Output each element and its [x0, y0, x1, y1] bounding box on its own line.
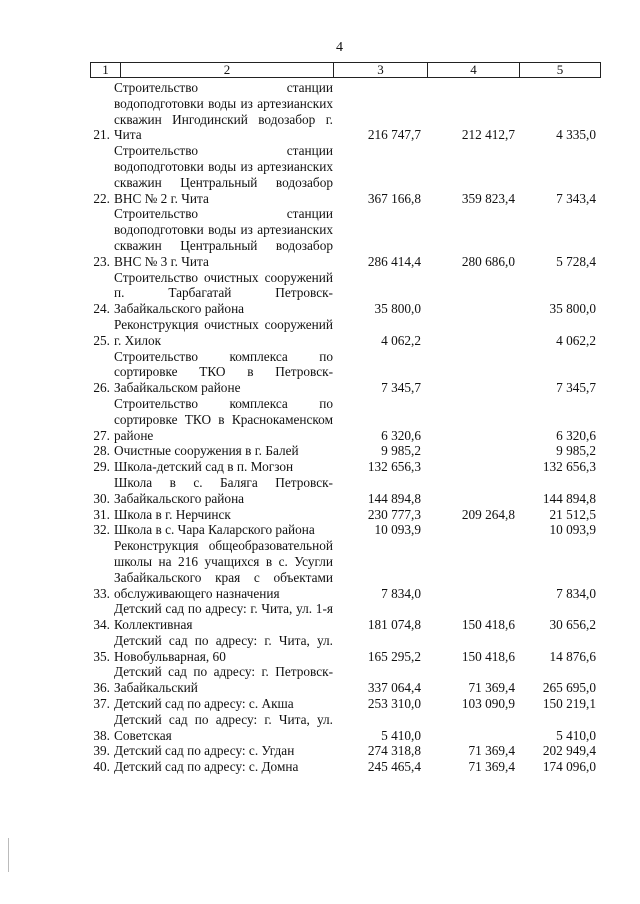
row-regional: 7 345,7: [556, 380, 596, 396]
row-regional: 7 343,4: [556, 190, 596, 206]
row-regional: 4 062,2: [556, 332, 596, 348]
table-row: [90, 80, 600, 143]
row-number: 21.: [93, 127, 110, 143]
row-regional: 35 800,0: [549, 301, 596, 317]
row-federal: 280 686,0: [461, 253, 515, 269]
row-federal: 71 369,4: [468, 743, 515, 759]
row-total: 165 295,2: [367, 648, 421, 664]
row-regional: 265 695,0: [542, 680, 596, 696]
row-number: 32.: [93, 522, 110, 538]
row-name: Детский сад по адресу: г. Чита, ул. 1-я Коллективная: [114, 601, 333, 633]
table-body: [90, 80, 600, 775]
row-regional: 150 219,1: [542, 696, 596, 712]
row-regional: 5 728,4: [556, 253, 596, 269]
table-row: [90, 317, 600, 349]
row-total: 286 414,4: [367, 253, 421, 269]
table-row: [90, 143, 600, 206]
row-regional: 7 834,0: [556, 585, 596, 601]
row-federal: 150 418,6: [461, 648, 515, 664]
row-regional: 30 656,2: [549, 617, 596, 633]
row-regional: 14 876,6: [549, 648, 596, 664]
row-number: 27.: [93, 427, 110, 443]
row-number: 35.: [93, 648, 110, 664]
row-regional: 5 410,0: [556, 727, 596, 743]
row-name: Очистные сооружения в г. Балей: [114, 443, 299, 459]
table-row: [90, 664, 600, 696]
header-col-1: 1: [91, 63, 121, 78]
row-name: Детский сад по адресу: г. Чита, ул. Новобульварная, 60: [114, 632, 333, 664]
row-federal: 212 412,7: [461, 127, 515, 143]
table-row: [90, 443, 600, 459]
row-number: 28.: [93, 443, 110, 459]
row-total: 132 656,3: [367, 459, 421, 475]
row-regional: 174 096,0: [542, 759, 596, 775]
row-number: 38.: [93, 727, 110, 743]
table-row: [90, 712, 600, 744]
row-name: Детский сад по адресу: г. Петровск-Забайкальский: [114, 664, 333, 696]
row-total: 10 093,9: [374, 522, 421, 538]
row-federal: 103 090,9: [461, 696, 515, 712]
row-number: 26.: [93, 380, 110, 396]
table-row: [90, 743, 600, 759]
table-row: [90, 475, 600, 507]
header-col-3: 3: [334, 63, 428, 78]
row-name: Строительство комплекса по сортировке ТКО в Краснокаменском районе: [114, 395, 333, 443]
table-row: [90, 759, 600, 775]
row-total: 9 985,2: [381, 443, 421, 459]
row-name: Строительство комплекса по сортировке ТКО в Петровск-Забайкальском районе: [114, 348, 333, 396]
row-number: 36.: [93, 680, 110, 696]
row-number: 37.: [93, 696, 110, 712]
row-federal: 359 823,4: [461, 190, 515, 206]
row-name: Строительство очистных сооружений п. Тарбагатай Петровск-Забайкальского района: [114, 269, 333, 317]
row-total: 7 345,7: [381, 380, 421, 396]
row-total: 274 318,8: [367, 743, 421, 759]
table-row: [90, 459, 600, 475]
row-name: Школа в г. Нерчинск: [114, 506, 231, 522]
table-row: [90, 522, 600, 538]
header-col-4: 4: [428, 63, 520, 78]
table-row: [90, 270, 600, 317]
table-row: [90, 349, 600, 396]
row-name: Детский сад по адресу: с. Домна: [114, 759, 299, 775]
row-name: Строительство станции водоподготовки воды из артезианских скважин Ингодинский водозабор г. Чита: [114, 80, 333, 143]
table-row: [90, 507, 600, 523]
table-row: [90, 601, 600, 633]
table-header: [90, 62, 601, 78]
row-name: Детский сад по адресу: г. Чита, ул. Советская: [114, 711, 333, 743]
row-name: Детский сад по адресу: с. Акша: [114, 696, 294, 712]
row-number: 25.: [93, 332, 110, 348]
row-regional: 21 512,5: [549, 506, 596, 522]
row-federal: 209 264,8: [461, 506, 515, 522]
row-total: 367 166,8: [367, 190, 421, 206]
row-total: 6 320,6: [381, 427, 421, 443]
row-total: 35 800,0: [374, 301, 421, 317]
row-name: Реконструкция очистных сооружений г. Хилок: [114, 316, 333, 348]
row-total: 253 310,0: [367, 696, 421, 712]
row-total: 337 064,4: [367, 680, 421, 696]
row-regional: 4 335,0: [556, 127, 596, 143]
row-regional: 144 894,8: [542, 490, 596, 506]
row-federal: 71 369,4: [468, 680, 515, 696]
table-row: [90, 538, 600, 601]
table-row: [90, 633, 600, 665]
row-total: 4 062,2: [381, 332, 421, 348]
row-name: Школа в с. Баляга Петровск-Забайкальского района: [114, 474, 333, 506]
row-total: 7 834,0: [381, 585, 421, 601]
row-total: 216 747,7: [367, 127, 421, 143]
row-regional: 132 656,3: [542, 459, 596, 475]
row-regional: 9 985,2: [556, 443, 596, 459]
row-name: Строительство станции водоподготовки воды из артезианских скважин Центральный водозабор ВНС № 2 г. Чита: [114, 143, 333, 206]
row-regional: 202 949,4: [542, 743, 596, 759]
row-number: 22.: [93, 190, 110, 206]
row-number: 23.: [93, 253, 110, 269]
row-name: Школа в с. Чара Каларского района: [114, 522, 315, 538]
row-number: 39.: [93, 743, 110, 759]
row-total: 5 410,0: [381, 727, 421, 743]
row-name: Реконструкция общеобразовательной школы на 216 учащихся в с. Усугли Забайкальского края с объектами обслуживающего назначения: [114, 538, 333, 601]
row-regional: 6 320,6: [556, 427, 596, 443]
row-total: 144 894,8: [367, 490, 421, 506]
table-row: [90, 696, 600, 712]
row-federal: 71 369,4: [468, 759, 515, 775]
table-row: [90, 206, 600, 269]
row-name: Школа-детский сад в п. Могзон: [114, 459, 294, 475]
scan-margin-line: [8, 838, 10, 872]
row-number: 30.: [93, 490, 110, 506]
page-number: 4: [336, 40, 343, 55]
row-name: Детский сад по адресу: с. Угдан: [114, 743, 295, 759]
row-total: 181 074,8: [367, 617, 421, 633]
header-col-2: 2: [121, 63, 334, 78]
row-number: 34.: [93, 617, 110, 633]
row-number: 40.: [93, 759, 110, 775]
row-total: 245 465,4: [367, 759, 421, 775]
row-federal: 150 418,6: [461, 617, 515, 633]
row-total: 230 777,3: [367, 506, 421, 522]
row-regional: 10 093,9: [549, 522, 596, 538]
row-name: Строительство станции водоподготовки воды из артезианских скважин Центральный водозабор ВНС № 3 г. Чита: [114, 206, 333, 269]
row-number: 33.: [93, 585, 110, 601]
row-number: 29.: [93, 459, 110, 475]
row-number: 24.: [93, 301, 110, 317]
table-row: [90, 396, 600, 443]
header-col-5: 5: [520, 63, 601, 78]
row-number: 31.: [93, 506, 110, 522]
